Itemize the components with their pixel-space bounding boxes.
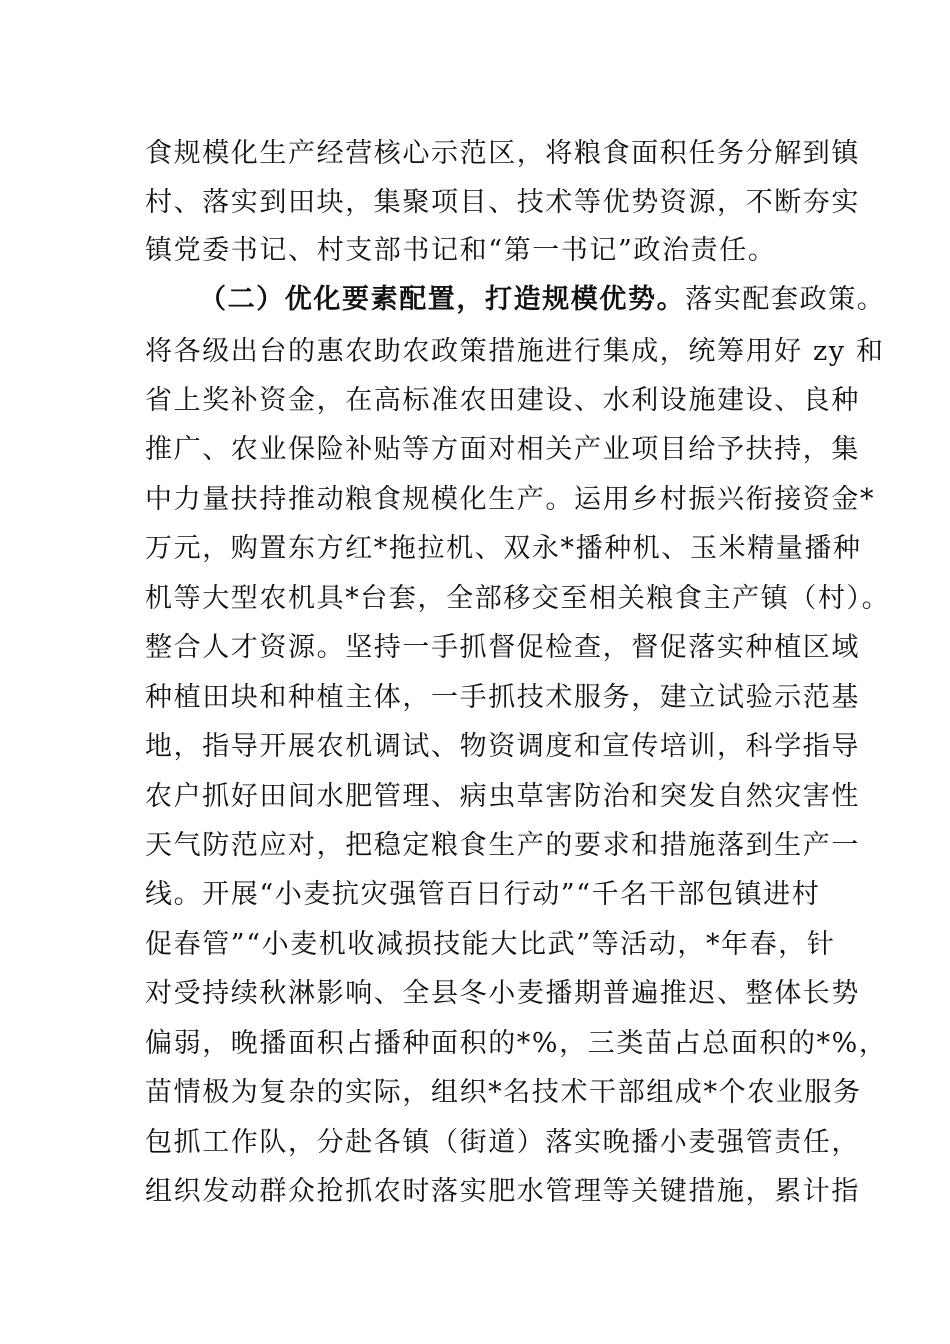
text-line-17: 促春管”“小麦机收减损技能大比武”等活动，*年春，针	[145, 929, 836, 960]
text-line-9: 万元，购置东方红*拖拉机、双永*播种机、玉米精量播种	[145, 533, 862, 564]
text-line-6: 省上奖补资金，在高标准农田建设、水利设施建设、良种	[145, 385, 860, 416]
section-heading-line	[199, 275, 886, 325]
text-line-10: 机等大型农机具*台套，全部移交至相关粮食主产镇（村）。	[145, 583, 891, 614]
text-line-3: 镇党委书记、村支部书记和“第一书记”政治责任。	[145, 235, 777, 266]
text-line-20: 苗情极为复杂的实际，组织*名技术干部组成*个农业服务	[145, 1077, 862, 1108]
text-line-7: 推广、农业保险补贴等方面对相关产业项目给予扶持，集	[145, 434, 860, 465]
section-heading: （二）优化要素配置，打造规模优势。	[199, 284, 686, 315]
text-line-11: 整合人才资源。坚持一手抓督促检查，督促落实种植区域	[145, 632, 860, 663]
text-line-5: 将各级出台的惠农助农政策措施进行集成，统筹用好 zy 和	[145, 336, 885, 367]
text-line-1: 食规模化生产经营核心示范区，将粮食面积任务分解到镇	[145, 138, 860, 169]
text-line-14: 农户抓好田间水肥管理、病虫草害防治和突发自然灾害性	[145, 781, 860, 812]
text-line-12: 种植田块和种植主体，一手抓技术服务，建立试验示范基	[145, 682, 860, 713]
text-line-22: 组织发动群众抢抓农时落实肥水管理等关键措施，累计指	[145, 1176, 860, 1207]
text-line-8: 中力量扶持推动粮食规模化生产。运用乡村振兴衔接资金*	[145, 484, 876, 515]
text-line-18: 对受持续秋淋影响、全县冬小麦播期普遍推迟、整体长势	[145, 978, 860, 1009]
heading-trailing-text: 落实配套政策。	[685, 284, 886, 315]
text-line-13: 地，指导开展农机调试、物资调度和宣传培训，科学指导	[145, 731, 860, 762]
text-line-21: 包抓工作队，分赴各镇（街道）落实晚播小麦强管责任，	[145, 1127, 860, 1158]
text-line-19: 偏弱，晚播面积占播种面积的*%，三类苗占总面积的*%，	[145, 1028, 888, 1059]
text-line-15: 天气防范应对，把稳定粮食生产的要求和措施落到生产一	[145, 830, 860, 861]
text-line-16: 线。开展“小麦抗灾强管百日行动”“千名干部包镇进村	[145, 879, 821, 910]
text-line-2: 村、落实到田块，集聚项目、技术等优势资源，不断夯实	[145, 187, 860, 218]
